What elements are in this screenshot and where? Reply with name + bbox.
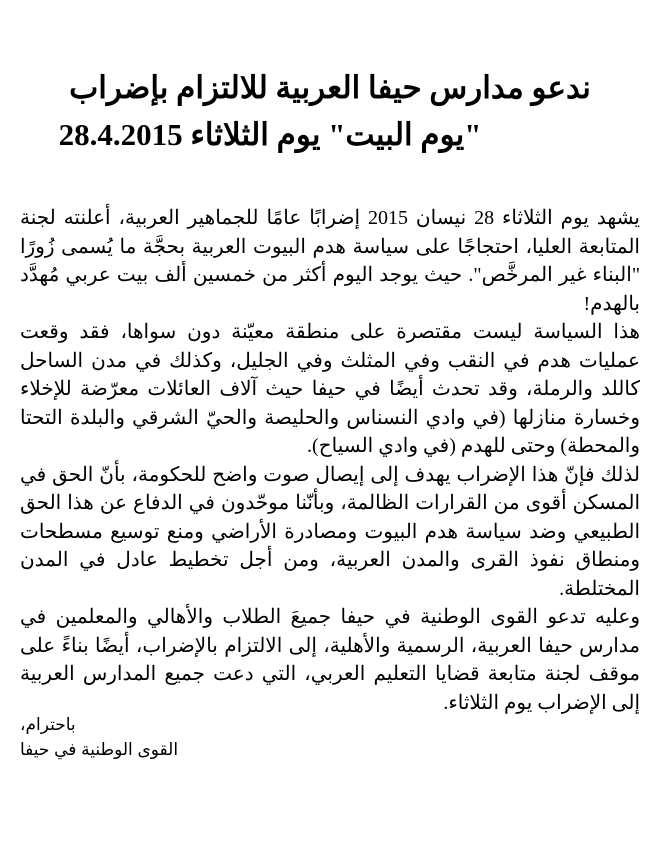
- document-body: [20, 204, 640, 717]
- body-paragraph-1: يشهد يوم الثلاثاء 28 نيسان 2015 إضرابًا عامًا للجماهير العربية، أعلنته لجنة المتابعة العليا، احتجاجًا على سياسة هدم البيوت العربية بحجَّة ما يُسمى زُورًا "البناء غير المرخَّص". حيث يوجد اليوم أكثر من خمسين ألف بيت عربي مُهدَّد بالهدم!: [20, 207, 640, 315]
- document-title: [0, 64, 660, 158]
- title-line-1: ندعو مدارس حيفا العربية للالتزام بإضراب: [69, 70, 591, 105]
- signature-closing: باحترام،: [20, 715, 76, 734]
- body-paragraph-3: لذلك فإنّ هذا الإضراب يهدف إلى إيصال صوت واضح للحكومة، بأنّ الحق في المسكن أقوى من القرارات الظالمة، وبأنّنا موحّدون في الدفاع عن هذا الحق الطبيعي وضد سياسة هدم البيوت ومصادرة الأراضي ومنع توسيع مسطحات ومنطاق نفوذ القرى والمدن العربية، ومن أجل تخطيط عادل في المدن المختلطة.: [20, 463, 640, 600]
- body-paragraph-2: هذا السياسة ليست مقتصرة على منطقة معيّنة دون سواها، فقد وقعت عمليات هدم في النقب وفي المثلث وفي الجليل، وكذلك في مدن الساحل كاللد والرملة، وقد تحدث أيضًا في حيفا حيث آلاف العائلات معرّضة للإخلاء وخسارة منازلها (في وادي النسناس والحليصة والحيّ الشرقي والبلدة التحتا والمحطة) وحتى للهدم (في وادي السياح).: [20, 321, 640, 457]
- title-line-2: "يوم البيت" يوم الثلاثاء 28.4.2015: [58, 117, 482, 152]
- signature-name: القوى الوطنية في حيفا: [20, 740, 179, 759]
- signature-block: [20, 712, 178, 762]
- body-paragraph-4: وعليه تدعو القوى الوطنية في حيفا جميعَ الطلاب والأهالي والمعلمين في مدارس حيفا العربية، الرسمية والأهلية، إلى الالتزام بالإضراب، أيضًا بناءً على موقف لجنة متابعة قضايا التعليم العربي، التي دعت جميع المدارس العربية إلى الإضراب يوم الثلاثاء.: [20, 606, 640, 714]
